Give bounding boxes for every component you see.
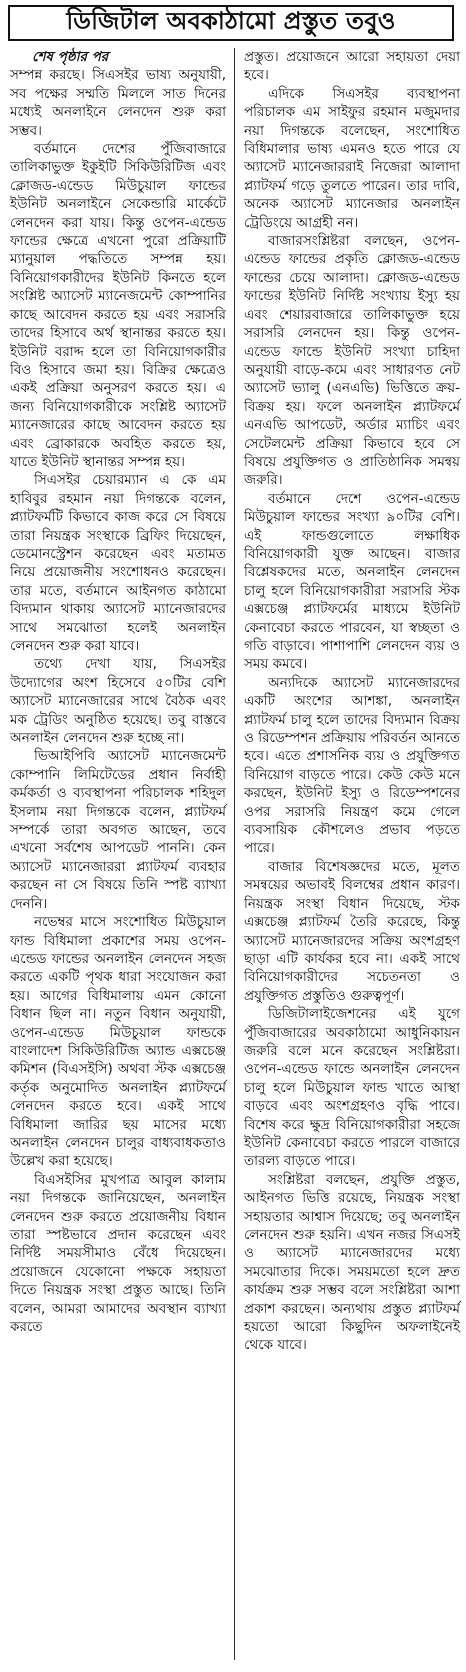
- paragraph: বাজারসংশ্লিষ্টরা বলছেন, ওপেন-এন্ডেড ফান্ডের প্রকৃতি ক্লোজড-এন্ডেড ফান্ডের চেয়ে আলাদা। ক্লোজড-এন্ডেড ফান্ডের ইউনিট নির্দিষ্ট সংখ্যায় ইস্যু হয় এবং শেয়ারবাজারে তালিকাভুক্ত হয়ে সরাসরি লেনদেন হয়। কিন্তু ওপেন-এন্ডেড ফান্ডে ইউনিট সংখ্যা চাহিদা অনুযায়ী বাড়ে-কমে এবং সাধারণত নেট অ্যাসেট ভ্যালু (এনএভি) ভিত্তিতে ক্রয়-বিক্রয় হয়। ফলে অনলাইন প্ল্যাটফর্মে এনএভি আপডেট, অর্ডার ম্যাচিং এবং সেটেলমেন্ট প্রক্রিয়া কিভাবে হবে সে বিষয়ে প্রযুক্তিগত ও প্রাতিষ্ঠানিক সমন্বয় জরুরি।: [244, 233, 460, 489]
- paragraph: এদিকে সিএসইর ব্যবস্থাপনা পরিচালক এম সাইফুর রহমান মজুমদার নয়া দিগন্তকে বলেছেন, সংশোধিত বিধিমালার ভাষ্য এমনও হতে পারে যে অ্যাসেট ম্যানেজাররাই নিজেরা আলাদা প্ল্যাটফর্ম গড়ে তুলতে পারেন। তার দাবি, অনেক অ্যাসেট ম্যানেজার অনলাইন ট্রেডিংয়ে আগ্রহী নন।: [244, 85, 460, 231]
- paragraph: ডিজিটালাইজেশনের এই যুগে পুঁজিবাজারের অবকাঠামো আধুনিকায়ন জরুরি বলে মনে করেছেন সংশ্লিষ্টরা। ওপেন-এন্ডেড ফান্ডে অনলাইন লেনদেন চালু হলে মিউচুয়াল ফান্ড খাতে আস্থা বাড়বে এবং অংশগ্রহণও বৃদ্ধি পাবে। বিশেষ করে ক্ষুদ্র বিনিয়োগকারীরা সহজে ইউনিট কেনাবেচা করতে পারলে বাজারে তারল্য বাড়তে পারে।: [244, 1006, 460, 1170]
- column-divider: [234, 48, 235, 1660]
- paragraph: অন্যদিকে অ্যাসেট ম্যানেজারদের একটি অংশের আশঙ্কা, অনলাইন প্ল্যাটফর্ম চালু হলে তাদের বিদ্যমান বিক্রয় ও রিডেম্পশন প্রক্রিয়ায় পরিবর্তন আনতে হবে। এতে প্রশাসনিক ব্যয় ও প্রযুক্তিগত বিনিয়োগ বাড়তে পারে। কেউ কেউ মনে করছেন, ইউনিট ইস্যু ও রিডেম্পশনের ওপর সরাসরি নিয়ন্ত্রণ কমে গেলে ব্যবসায়িক কৌশলেও প্রভাব পড়তে পারে।: [244, 674, 460, 857]
- continued-from-label: শেষ পৃষ্ঠার পর: [32, 49, 109, 65]
- right-column: [244, 48, 460, 1355]
- paragraph: বাজার বিশেষজ্ঞদের মতে, মূলত সমন্বয়ের অভাবই বিলম্বের প্রধান কারণ। নিয়ন্ত্রক সংস্থা বিধান দিয়েছে, স্টক এক্সচেঞ্জ প্ল্যাটফর্ম তৈরি করেছে, কিন্তু অ্যাসেট ম্যানেজারদের সক্রিয় অংশগ্রহণ ছাড়া এটি কার্যকর হবে না। একই সাথে বিনিয়োগকারীদের সচেতনতা ও প্রযুক্তিগত প্রস্তুতিও গুরুত্বপূর্ণ।: [244, 858, 460, 1004]
- headline-box: [8, 5, 454, 41]
- paragraph: বিএসইসির মুখপাত্র আবুল কালাম নয়া দিগন্তকে জানিয়েছেন, অনলাইন লেনদেন শুরু করতে প্রয়োজনীয় বিধান তারা স্পষ্টভাবে প্রদান করেছেন এবং নির্দিষ্ট সময়সীমাও বেঁধে দিয়েছেন। প্রয়োজনে যেকোনো পক্ষকে সহায়তা দিতে নিয়ন্ত্রক সংস্থা প্রস্তুত আছে। তিনি বলেন, আমরা আমাদের অবস্থান ব্যাখ্যা করতে: [10, 1171, 226, 1336]
- paragraph: সিএসইর চেয়ারম্যান এ কে এম হাবিবুর রহমান নয়া দিগন্তকে বলেন, প্ল্যাটফর্মটি কিভাবে কাজ করে সে বিষয়ে তারা নিয়ন্ত্রক সংস্থাকে ব্রিফিং দিয়েছেন, ডেমোনস্ট্রেশন করেছেন এবং মতামত নিয়ে প্রয়োজনীয় সংশোধনও করেছেন। তার মতে, বর্তমানে আইনগত কাঠামো বিদ্যমান থাকায় অ্যাসেট ম্যানেজারদের সাথে সমঝোতা হলেই অনলাইন লেনদেন শুরু করা যাবে।: [10, 472, 226, 654]
- paragraph: বর্তমানে দেশে ওপেন-এন্ডেড মিউচুয়াল ফান্ডের সংখ্যা ৯০টির বেশি। এই ফান্ডগুলোতে লক্ষাধিক বিনিয়োগকারী যুক্ত আছেন। বাজার বিশ্লেষকদের মতে, অনলাইন লেনদেন চালু হলে বিনিয়োগকারীরা সরাসরি স্টক এক্সচেঞ্জ প্ল্যাটফর্মের মাধ্যমে ইউনিট কেনাবেচা করতে পারবেন, যা স্বচ্ছতা ও গতি বাড়াবে। পাশাপাশি লেনদেন ব্যয় ও সময় কমবে।: [244, 490, 460, 673]
- paragraph: প্রস্তুত। প্রয়োজনে আরো সহায়তা দেয়া হবে।: [244, 49, 460, 84]
- paragraph: তথ্যে দেখা যায়, সিএসইর উদ্যোগের অংশ হিসেবে ৫০টির বেশি অ্যাসেট ম্যানেজারের সাথে বৈঠক এবং মক ট্রেডিং অনুষ্ঠিত হয়েছে। তবু বাস্তবে অনলাইন লেনদেন শুরু হচ্ছে না।: [10, 656, 226, 747]
- paragraph: সংশ্লিষ্টরা বলছেন, প্রযুক্তি প্রস্তুত, আইনগত ভিত্তি রয়েছে, নিয়ন্ত্রক সংস্থা সহায়তার আশ্বাস দিয়েছে; তবু অনলাইন লেনদেন শুরু হয়নি। এখন নজর সিএসই ও অ্যাসেট ম্যানেজারদের মধ্যে সমঝোতার দিকে। সময়মতো হলে দ্রুত কার্যক্রম শুরু সম্ভব বলে সংশ্লিষ্টরা আশা প্রকাশ করছেন। অন্যথায় প্রস্তুত প্ল্যাটফর্ম হয়তো আরো কিছুদিন অফলাইনেই থেকে যাবে।: [244, 1171, 460, 1354]
- paragraph: নভেম্বর মাসে সংশোধিত মিউচুয়াল ফান্ড বিধিমালা প্রকাশের সময় ওপেন-এন্ডেড ফান্ডের অনলাইন লেনদেন সহজ করতে একটি পৃথক ধারা সংযোজন করা হয়। আগের বিধিমালায় এমন কোনো বিধান ছিল না। নতুন বিধান অনুযায়ী, ওপেন-এন্ডেড মিউচুয়াল ফান্ডকে বাংলাদেশ সিকিউরিটিজ অ্যান্ড এক্সচেঞ্জ কমিশন (বিএসইসি) অথবা স্টক এক্সচেঞ্জ কর্তৃক অনুমোদিত অনলাইন প্ল্যাটফর্মে লেনদেন করতে হবে। একই সাথে বিধিমালা জারির ছয় মাসের মধ্যে অনলাইন লেনদেন চালুর বাধ্যবাধকতাও উল্লেখ করা হয়েছে।: [10, 914, 226, 1170]
- paragraph: সম্পন্ন করছে। সিএসইর ভাষ্য অনুযায়ী, সব পক্ষের সম্মতি মিললে সাত দিনের মধ্যেই অনলাইনে লেনদেন শুরু করা সম্ভব।: [10, 67, 226, 139]
- paragraph: ভিআইপিবি অ্যাসেট ম্যানেজমেন্ট কোম্পানি লিমিটেডের প্রধান নির্বাহী কর্মকর্তা ও ব্যবস্থাপনা পরিচালক শহিদুল ইসলাম নয়া দিগন্তকে বলেন, প্ল্যাটফর্ম সম্পর্কে তারা অবগত আছেন, তবে এখনো সর্বশেষ আপডেট পাননি। কেন অ্যাসেট ম্যানেজাররা প্ল্যাটফর্ম ব্যবহার করছেন না সে বিষয়ে তিনি স্পষ্ট ব্যাখ্যা দেননি।: [10, 748, 226, 912]
- left-column: [10, 48, 226, 1336]
- headline: ডিজিটাল অবকাঠামো প্রস্তুত তবুও: [66, 7, 396, 35]
- paragraph: বর্তমানে দেশের পুঁজিবাজারে তালিকাভুক্ত ইকুইটি সিকিউরিটিজ এবং ক্লোজড-এন্ডেড মিউচুয়াল ফান্ডের ইউনিট অনলাইনে সেকেন্ডারি মার্কেটে লেনদেন করা যায়। কিন্তু ওপেন-এন্ডেড ফান্ডের ক্ষেত্রে এখনো পুরো প্রক্রিয়াটি ম্যানুয়াল পদ্ধতিতে সম্পন্ন হয়। বিনিয়োগকারীদের ইউনিট কিনতে হলে সংশ্লিষ্ট অ্যাসেট ম্যানেজমেন্ট কোম্পানির কাছে আবেদন করতে হয় এবং সরাসরি তাদের হিসাবে অর্থ স্থানান্তর করতে হয়। ইউনিট বরাদ্দ হলে তা বিনিয়োগকারীর বিও হিসাবে জমা হয়। বিক্রির ক্ষেত্রেও একই প্রক্রিয়া অনুসরণ করতে হয়। এ জন্য বিনিয়োগকারীকে সংশ্লিষ্ট অ্যাসেট ম্যানেজারের কাছে আবেদন করতে হয় এবং ব্রোকারকে অবহিত করতে হয়, যাতে ইউনিট স্থানান্তর সম্পন্ন হয়।: [10, 141, 226, 470]
